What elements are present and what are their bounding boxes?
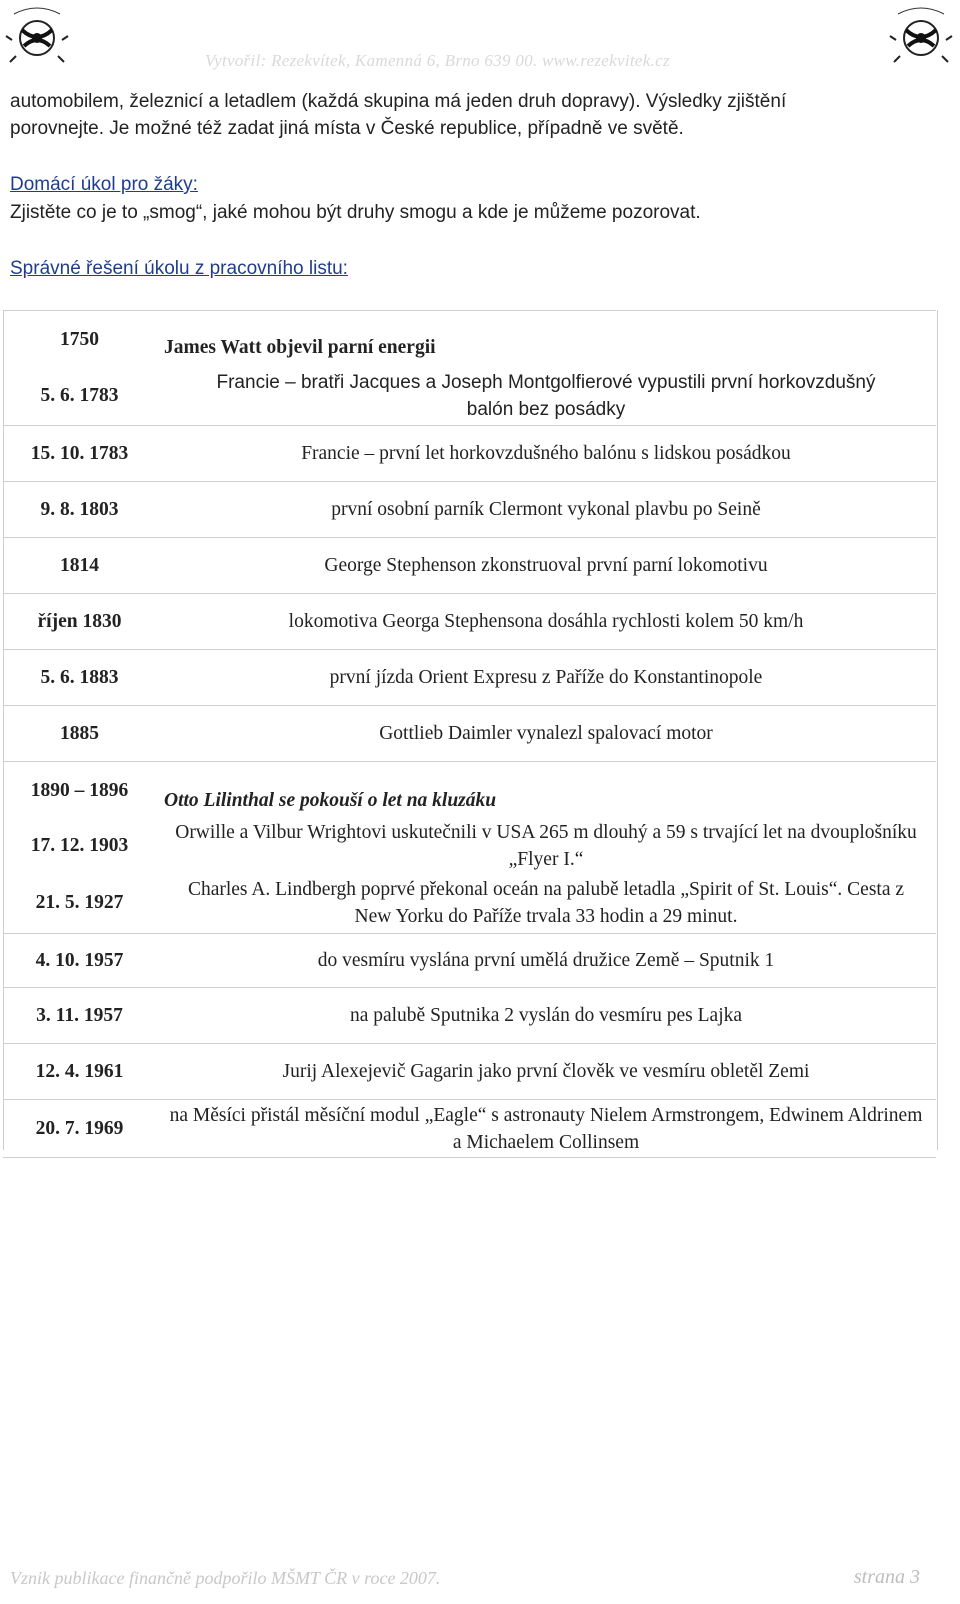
solution-title: Správné řešení úkolu z pracovního listu: [10, 258, 348, 279]
timeline-event: lokomotiva Georga Stephensona dosáhla rychlosti kolem 50 km/h [156, 594, 936, 650]
timeline-event: první osobní parník Clermont vykonal plavbu po Seině [156, 482, 936, 538]
table-row [3, 594, 936, 650]
table-row [3, 1044, 936, 1100]
timeline-table [3, 310, 936, 1158]
table-row [3, 818, 936, 874]
timeline-date: 5. 6. 1783 [40, 385, 119, 407]
timeline-event: Jurij Alexejevič Gagarin jako první člověk ve vesmíru obletěl Zemi [156, 1044, 936, 1100]
table-row [3, 988, 936, 1044]
homework-title: Domácí úkol pro žáky: [10, 174, 198, 195]
timeline-event: na palubě Sputnika 2 vyslán do vesmíru pes Lajka [156, 988, 936, 1044]
timeline-event: George Stephenson zkonstruoval první parní lokomotivu [156, 538, 936, 594]
timeline-event: první jízda Orient Expresu z Paříže do Konstantinopole [156, 650, 936, 706]
timeline-date: 17. 12. 1903 [30, 834, 129, 856]
rezekvitek-logo-right [888, 0, 954, 72]
table-row [3, 650, 936, 706]
homework-text: Zjistěte co je to „smog“, jaké mohou být druhy smogu a kde je můžeme pozorovat. [10, 202, 701, 223]
timeline-event: Francie – bratři Jacques a Joseph Montgolfierové vypustili první horkovzdušný balón bez posádky [216, 372, 876, 421]
table-row [3, 1100, 936, 1158]
table-row [3, 706, 936, 762]
table-row [3, 482, 936, 538]
table-row [3, 538, 936, 594]
timeline-event: Francie – první let horkovzdušného balónu s lidskou posádkou [156, 426, 936, 482]
timeline-date: 1890 – 1896 [3, 762, 156, 818]
table-row [3, 874, 936, 934]
intro-paragraph [10, 88, 940, 142]
timeline-date: 1885 [3, 706, 156, 762]
timeline-event: James Watt objevil parní energii [156, 311, 936, 368]
intro-line-2: porovnejte. Je možné též zadat jiná místa v České republice, případně ve světě. [10, 118, 684, 139]
page-number: strana 3 [853, 1566, 920, 1588]
timeline-event: Gottlieb Daimler vynalezl spalovací motor [156, 706, 936, 762]
timeline-event: Otto Lilinthal se pokouší o let na kluzáku [156, 762, 936, 818]
timeline-date: 12. 4. 1961 [3, 1044, 156, 1100]
timeline-date: 4. 10. 1957 [3, 934, 156, 988]
footer-funding-note: Vznik publikace finančně podpořilo MŠMT ČR v roce 2007. [10, 1568, 441, 1588]
timeline-date: 21. 5. 1927 [35, 892, 124, 914]
intro-line-1: automobilem, železnicí a letadlem (každá skupina má jeden druh dopravy). Výsledky zjištění [10, 91, 787, 112]
timeline-event: Charles A. Lindbergh poprvé překonal oceán na palubě letadla „Spirit of St. Louis“. Cesta z New Yorku do Paříže trvala 33 hodin a 29 minut. [187, 879, 905, 928]
table-row [3, 762, 936, 818]
timeline-date: 3. 11. 1957 [3, 988, 156, 1044]
header-credit: Vytvořil: Rezekvítek, Kamenná 6, Brno 639 00. www.rezekvitek.cz [205, 51, 670, 70]
timeline-date: 1750 [3, 311, 156, 368]
timeline-date: říjen 1830 [3, 594, 156, 650]
table-row [3, 934, 936, 988]
table-row [3, 426, 936, 482]
timeline-date: 5. 6. 1883 [3, 650, 156, 706]
timeline-date: 1814 [3, 538, 156, 594]
timeline-date: 9. 8. 1803 [3, 482, 156, 538]
timeline-date: 15. 10. 1783 [3, 426, 156, 482]
table-row [3, 368, 936, 426]
timeline-event: Orwille a Vilbur Wrightovi uskutečnili v USA 265 m dlouhý a 59 s trvající let na dvouplošníku „Flyer I.“ [175, 821, 917, 870]
timeline-event: do vesmíru vyslána první umělá družice Země – Sputnik 1 [156, 934, 936, 988]
table-row [3, 311, 936, 368]
rezekvitek-logo-left [4, 0, 70, 72]
timeline-event: na Měsíci přistál měsíční modul „Eagle“ s astronauty Nielem Armstrongem, Edwinem Aldrinem a Michaelem Collinsem [156, 1100, 936, 1158]
timeline-date: 20. 7. 1969 [3, 1100, 156, 1158]
